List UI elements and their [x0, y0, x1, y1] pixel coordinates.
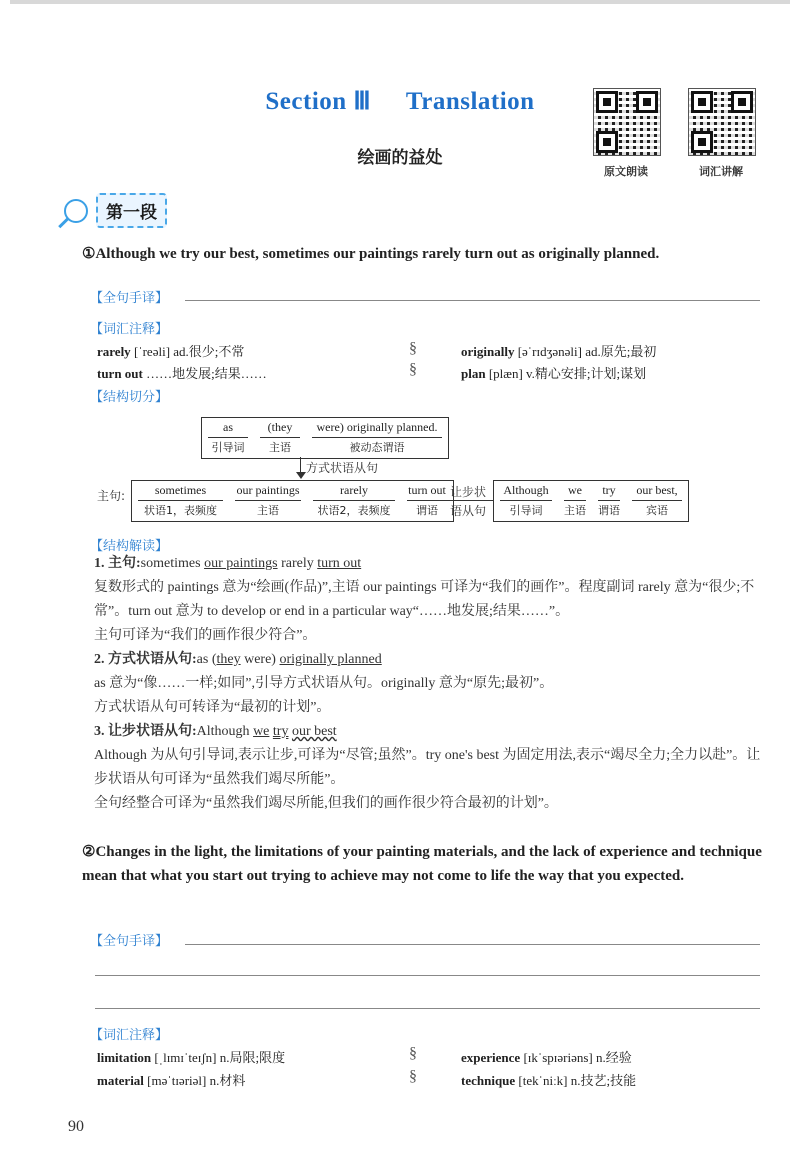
sentence-1: ①Although we try our best, sometimes our paintings rarely turn out as originally planned. [82, 246, 660, 262]
clause-box-manner: as 引导词 (they 主语 were) originally planned. 被动态谓语 [201, 417, 449, 459]
vocab-separator: § [409, 361, 417, 378]
analysis-label: 【结构解读】 [90, 539, 169, 554]
page-subtitle: 绘画的益处 [357, 148, 443, 168]
manner-clause-label: 方式状语从句 [306, 461, 379, 475]
vocab-entry: experience [ɪkˈspɪəriəns] n.经验 [461, 1050, 632, 1065]
analysis-point-2-head: 2. 方式状语从句:as (they were) originally planned [94, 652, 382, 667]
vocab-entry: rarely [ˈreəli] ad.很少;不常 [97, 344, 245, 359]
page-title [0, 86, 800, 116]
sentence-2: ②Changes in the light, the limitations of your painting materials, and the lack of experience and technique mean that what you start out trying to achieve may not come to life the way that you expected. [82, 844, 762, 884]
qr-code-vocab[interactable] [688, 88, 756, 156]
analysis-point-2-translation: 方式状语从句可转译为“最初的计划”。 [94, 700, 331, 715]
arrow-line [443, 500, 493, 501]
analysis-point-1-body: 复数形式的 paintings 意为“绘画(作品)”,主语 our paintings 可译为“我们的画作”。程度副词 rarely 意为“很少;不常”。turn out 意为 to develop or end in a particular way“……地发展;结果……”。 [94, 580, 755, 619]
top-border [10, 0, 790, 4]
analysis-point-3-head: 3. 让步状语从句:Although we try our best [94, 724, 337, 739]
qr-label-reading: 原文朗读 [604, 165, 648, 178]
vocab-separator: § [409, 340, 417, 357]
clause-box-concession: Although 引导词 we 主语 try 谓语 our best, 宾语 [493, 480, 689, 522]
analysis-body [94, 552, 774, 816]
section-number: Section Ⅲ [265, 88, 372, 115]
vocab-entry: plan [plæn] v.精心安排;计划;谋划 [461, 366, 647, 381]
clause-box-main: sometimes 状语1，表频度 our paintings 主语 rarely 状语2，表频度 turn out 谓语 [131, 480, 454, 522]
vocab-label-1: 【词汇注释】 [90, 322, 169, 337]
translate-line-1[interactable] [185, 300, 760, 301]
main-clause-label: 主句: [97, 489, 126, 503]
page-number: 90 [68, 1118, 84, 1135]
vocab-entry: technique [tekˈniːk] n.技艺;技能 [461, 1073, 637, 1088]
vocab-entry: limitation [ˌlɪmɪˈteɪʃn] n.局限;限度 [97, 1050, 286, 1065]
analysis-point-3-body: Although 为从句引导词,表示让步,可译为“尽管;虽然”。try one's best 为固定用法,表示“竭尽全力;全力以赴”。让步状语从句可译为“虽然我们竭尽所能”。 [94, 748, 761, 787]
vocab-entry: originally [əˈrɪdʒənəli] ad.原先;最初 [461, 344, 657, 359]
translate-line-2a[interactable] [185, 944, 760, 945]
analysis-point-1-head: 1. 主句:sometimes our paintings rarely turn out [94, 556, 362, 571]
vocab-entry: turn out ……地发展;结果…… [97, 366, 267, 381]
translate-line-2b[interactable] [95, 975, 760, 976]
magnifier-icon [64, 199, 88, 223]
analysis-point-2-body: as 意为“像……一样;如同”,引导方式状语从句。originally 意为“原先;最初”。 [94, 676, 554, 691]
vocab-separator: § [409, 1045, 417, 1062]
paragraph-label: 第一段 [96, 193, 167, 228]
vocab-entry: material [məˈtɪəriəl] n.材料 [97, 1073, 246, 1088]
qr-code-reading[interactable] [593, 88, 661, 156]
vocab-separator: § [409, 1068, 417, 1085]
analysis-point-3-translation: 全句经整合可译为“虽然我们竭尽所能,但我们的画作很少符合最初的计划”。 [94, 796, 558, 811]
concession-clause-label: 让步状 语从句 [450, 485, 487, 518]
arrow-head-icon [296, 472, 306, 479]
qr-label-vocab: 词汇讲解 [699, 165, 743, 178]
hand-translate-label-1: 【全句手译】 [90, 291, 169, 306]
analysis-point-1-translation: 主句可译为“我们的画作很少符合”。 [94, 628, 317, 643]
hand-translate-label-2: 【全句手译】 [90, 934, 169, 949]
vocab-label-2: 【词汇注释】 [90, 1028, 169, 1043]
paragraph-tag [64, 193, 167, 228]
structure-label: 【结构切分】 [90, 390, 169, 405]
section-name: Translation [405, 88, 535, 115]
translate-line-2c[interactable] [95, 1008, 760, 1009]
